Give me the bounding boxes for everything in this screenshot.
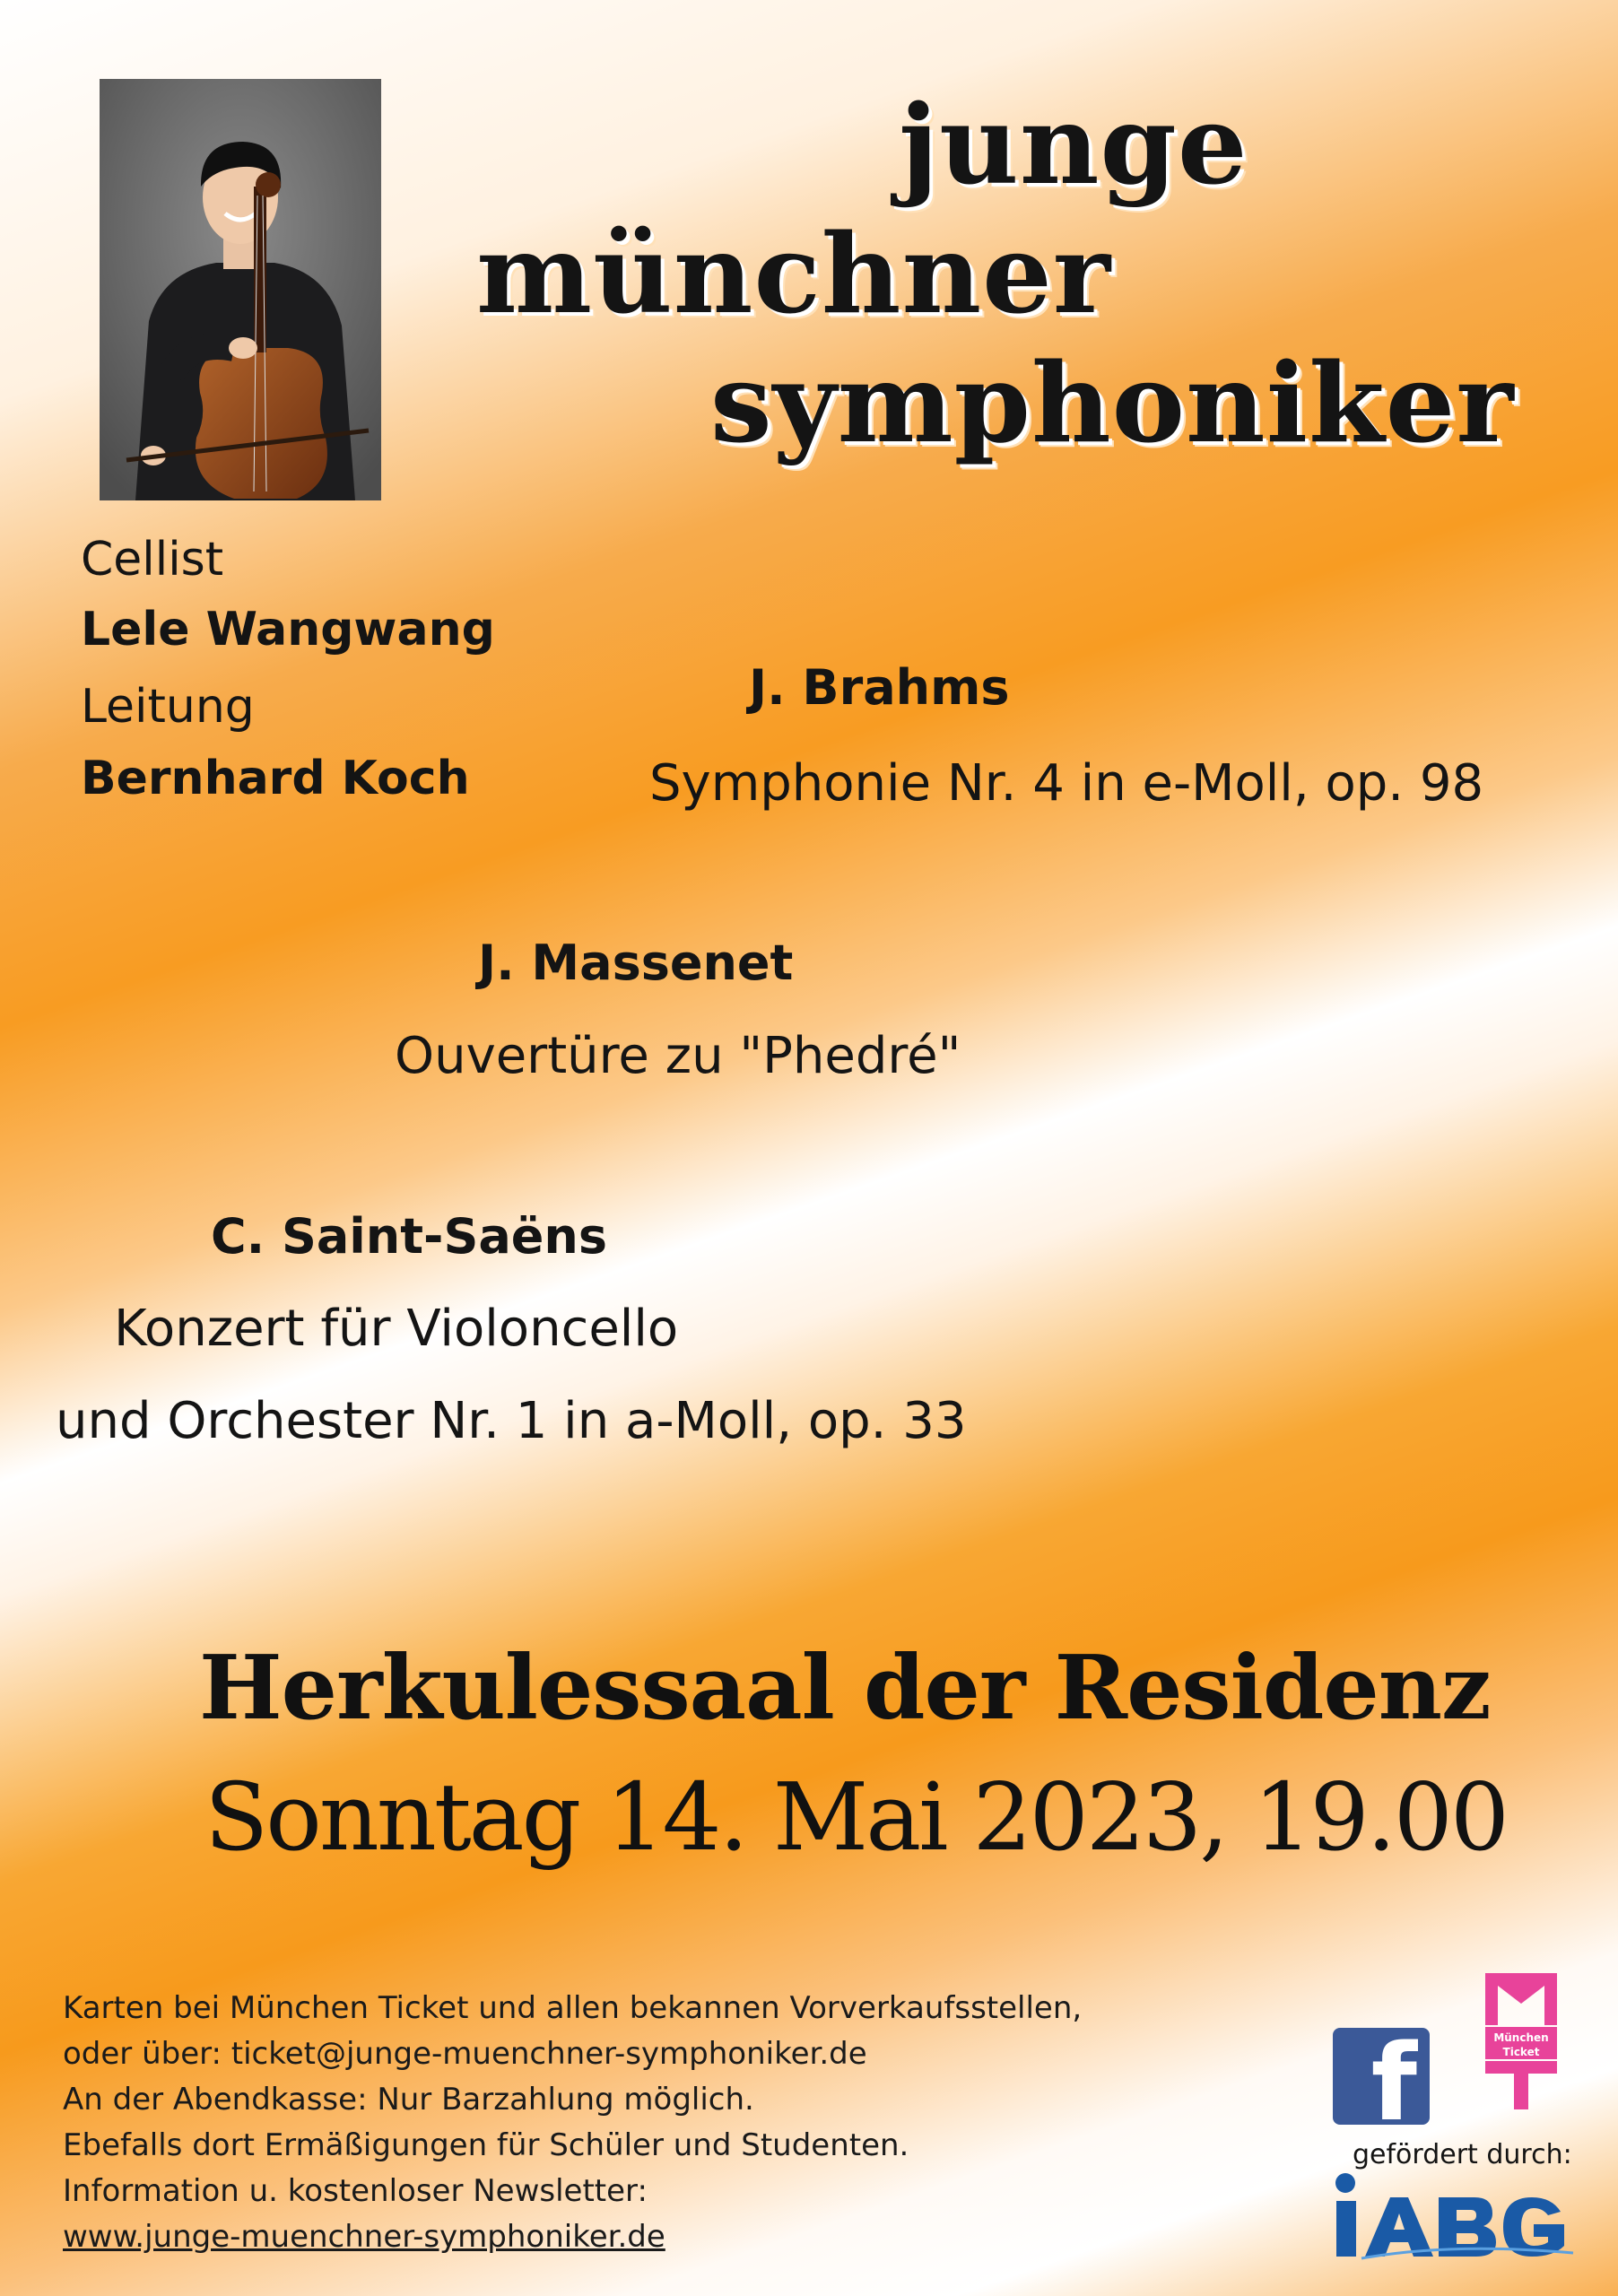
facebook-letter: f <box>1370 2028 1417 2125</box>
program-work: Symphonie Nr. 4 in e-Moll, op. 98 <box>649 754 1484 813</box>
program-work: und Orchester Nr. 1 in a-Moll, op. 33 <box>56 1392 967 1450</box>
discount-line: Ebefalls dort Ermäßigungen für Schüler und Studenten. <box>63 2127 909 2163</box>
ticket-info-line: Karten bei München Ticket und allen bekannen Vorverkaufsstellen, <box>63 1990 1083 2026</box>
orchestra-title-line-3: symphoniker <box>710 338 1515 467</box>
iabg-icon <box>1326 2170 1577 2260</box>
cellist-photo <box>100 79 381 500</box>
program-composer: J. Massenet <box>478 935 794 991</box>
website-link[interactable]: www.junge-muenchner-symphoniker.de <box>63 2219 665 2255</box>
muenchen-ticket-logo[interactable] <box>1485 1973 1557 2109</box>
facebook-icon[interactable] <box>1333 2028 1430 2125</box>
conductor-name: Bernhard Koch <box>81 752 470 805</box>
program-work: Konzert für Violoncello <box>114 1300 679 1358</box>
soloist-role: Cellist <box>81 533 224 587</box>
box-office-line: An der Abendkasse: Nur Barzahlung möglich. <box>63 2082 754 2118</box>
concert-datetime: Sonntag 14. Mai 2023, 19.00 <box>204 1762 1508 1872</box>
sponsor-label: gefördert durch: <box>1353 2139 1572 2170</box>
venue-name: Herkulessaal der Residenz <box>199 1637 1491 1740</box>
orchestra-title-line-2: münchner <box>476 209 1112 338</box>
program-composer: C. Saint-Saëns <box>211 1208 607 1265</box>
mt-label-line-1: München <box>1493 2031 1549 2044</box>
iabg-logo[interactable] <box>1326 2170 1577 2260</box>
conductor-role: Leitung <box>81 680 255 734</box>
ticket-email-line: oder über: ticket@junge-muenchner-symphoniker.de <box>63 2036 867 2072</box>
orchestra-title-line-1: junge <box>899 80 1248 209</box>
mt-label-line-2: Ticket <box>1502 2046 1540 2058</box>
program-work: Ouvertüre zu "Phedré" <box>395 1027 961 1085</box>
cellist-portrait-icon <box>100 79 381 500</box>
soloist-name: Lele Wangwang <box>81 603 495 657</box>
program-composer: J. Brahms <box>749 659 1010 716</box>
newsletter-line: Information u. kostenloser Newsletter: <box>63 2173 648 2209</box>
